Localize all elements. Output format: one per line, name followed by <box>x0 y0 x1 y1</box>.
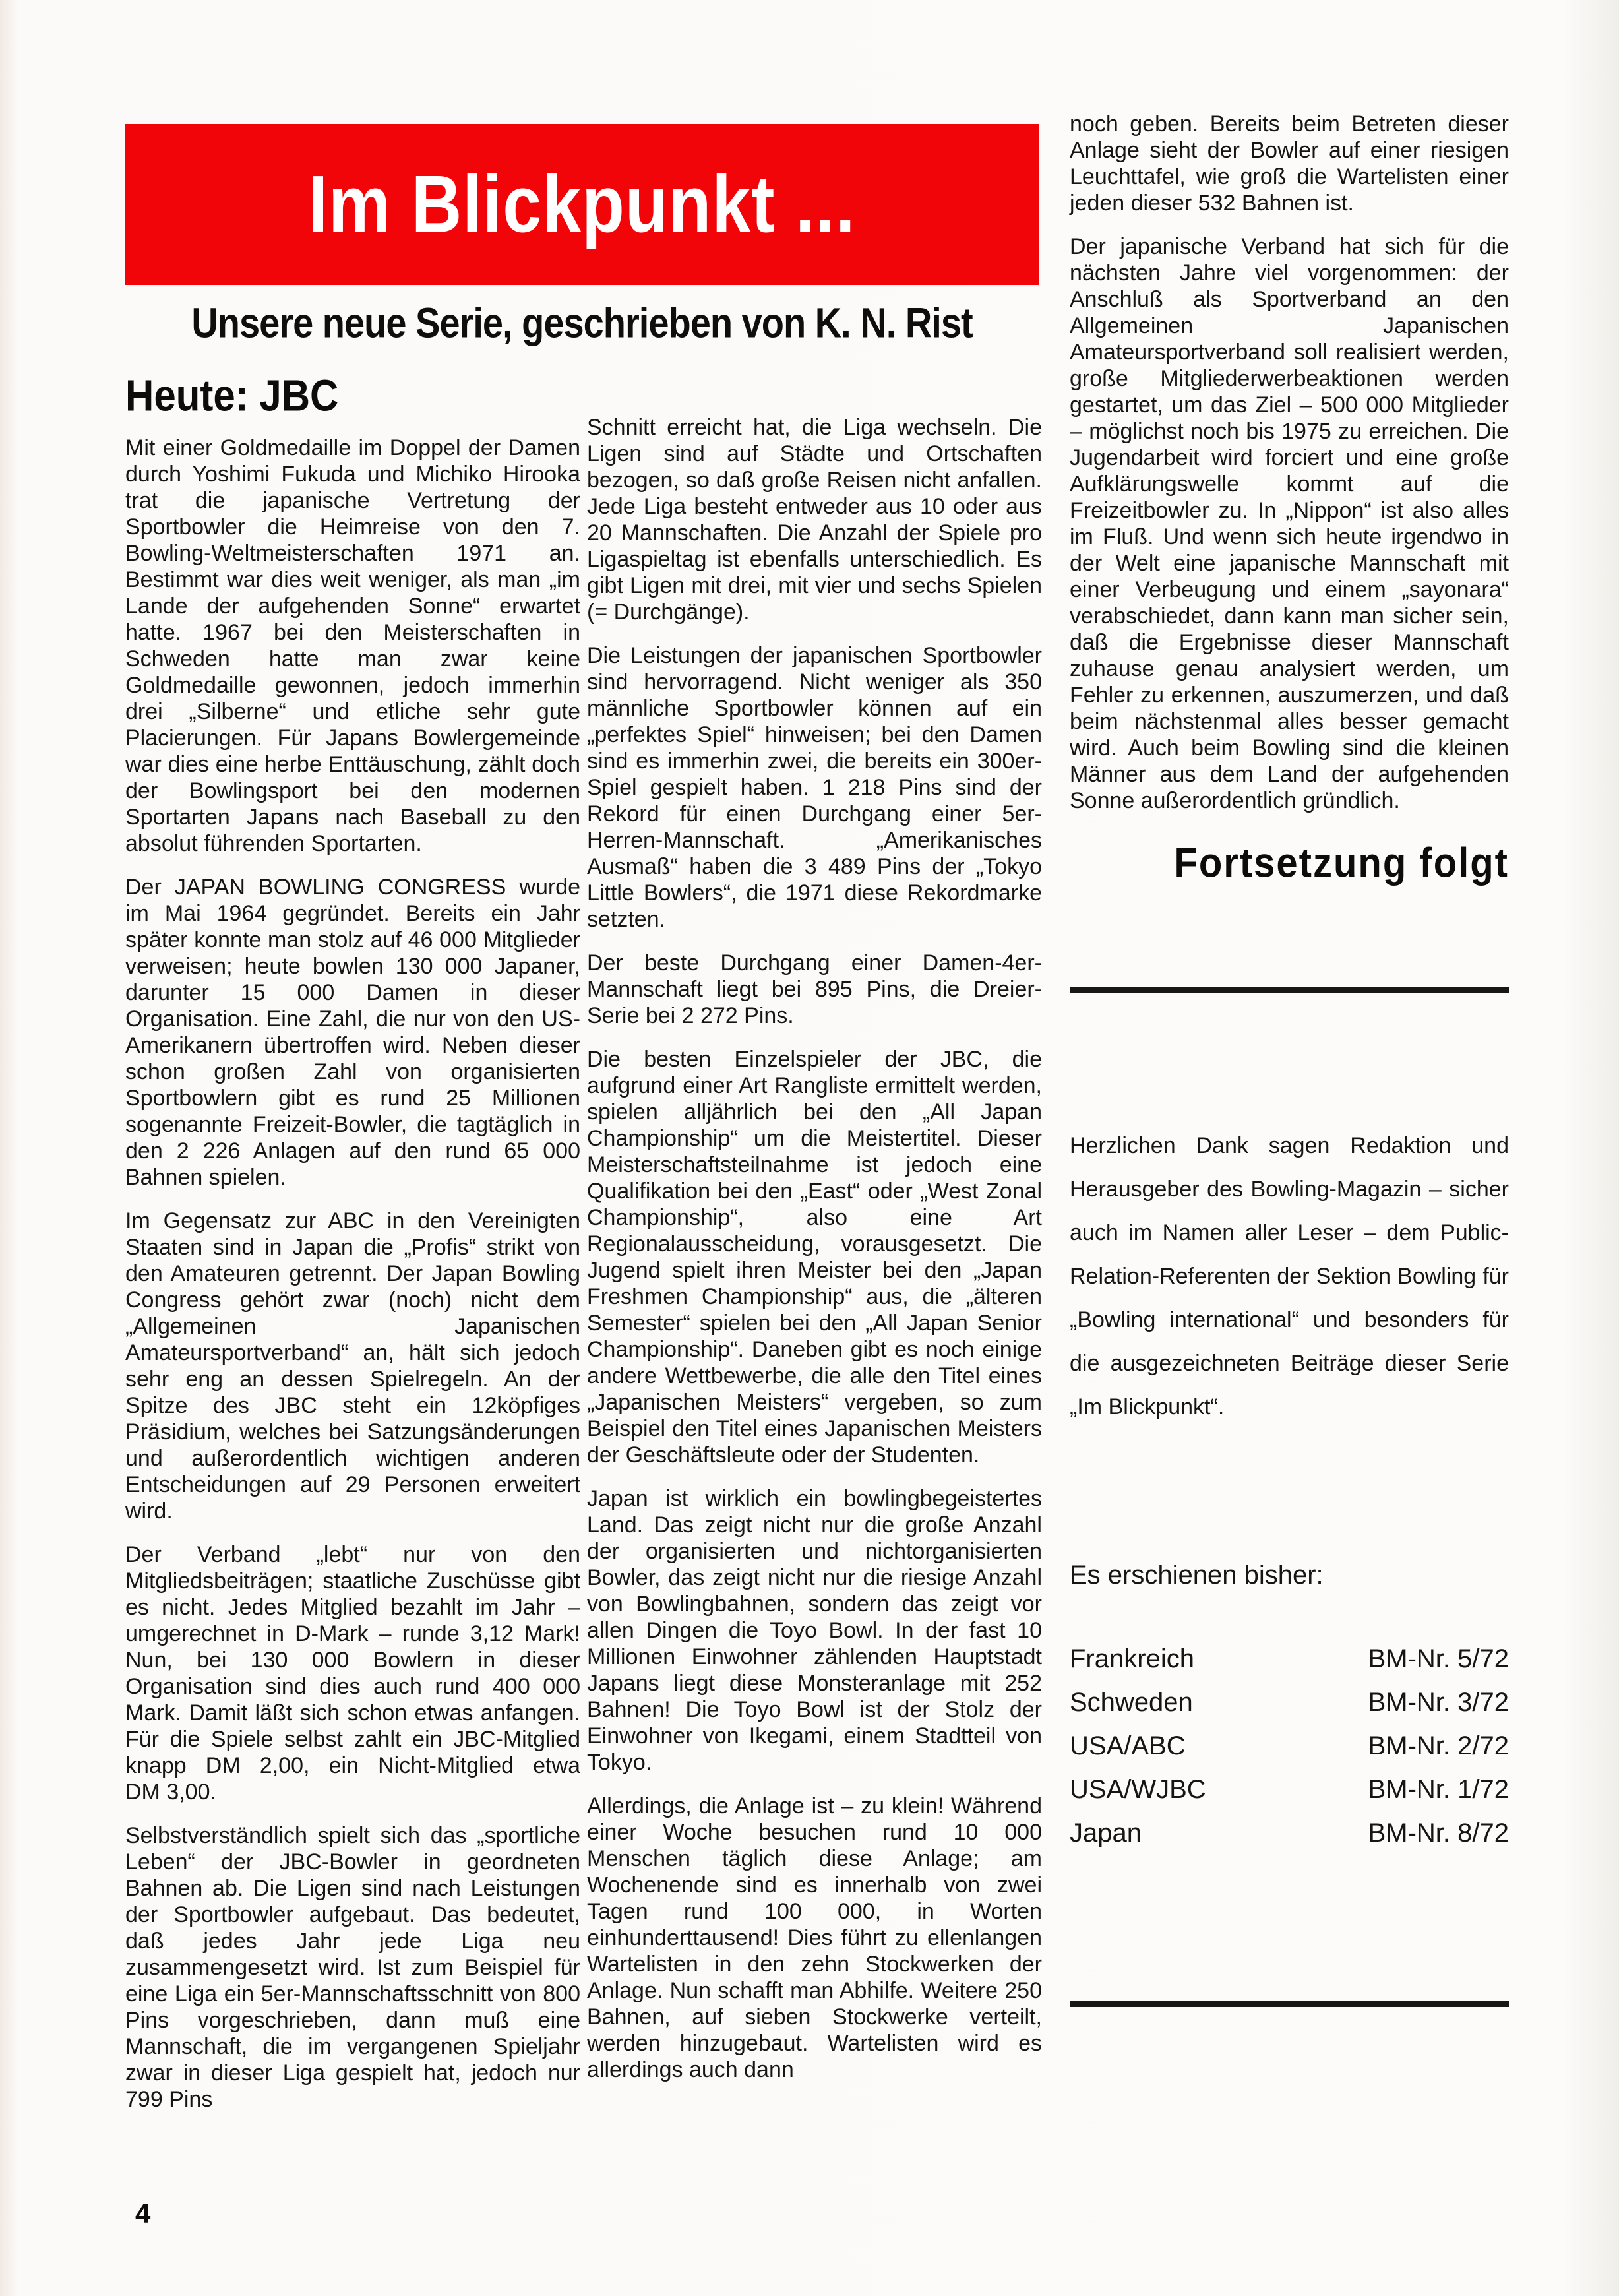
published-item <box>1070 1768 1509 1811</box>
column-right <box>1070 111 1509 2007</box>
country-label: Japan <box>1070 1818 1142 1847</box>
country-label: Schweden <box>1070 1688 1193 1717</box>
paragraph: Der Verband „lebt“ nur von den Mitgliedsbeiträgen; staatliche Zuschüsse gibt es nicht. Jedes Mitglied bezahlt im Jahr – umgerechnet in D-Mark – runde 3,12 Mark! Nun, bei 130 000 Bowlern in dieser Organisation sind dies auch rund 400 000 Mark. Damit läßt sich schon etwas anfangen. Für die Spiele selbst zahlt ein JBC-Mitglied knapp DM 2,00, ein Nicht-Mitglied etwa DM 3,00. <box>125 1542 580 1805</box>
published-list <box>1070 1637 1509 1855</box>
paragraph: Die Leistungen der japanischen Sportbowler sind hervorragend. Nicht weniger als 350 männliche Sportbowler können auf ein „perfektes Spiel“ hinweisen; bei den Damen sind es immerhin zwei, die bereits ein 300er-Spiel gespielt haben. 1 218 Pins sind der Rekord für einen Durchgang einer 5er-Herren-Mannschaft. „Amerikanisches Ausmaß“ haben die 3 489 Pins der „Tokyo Little Bowlers“, die 1971 diese Rekordmarke setzten. <box>587 643 1042 932</box>
banner <box>125 124 1039 285</box>
paragraph: noch geben. Bereits beim Betreten dieser Anlage sieht der Bowler auf einer riesigen Leuchttafel, wie groß die Wartelisten einer jeden dieser 532 Bahnen ist. <box>1070 111 1509 216</box>
paragraph: Selbstverständlich spielt sich das „sportliche Leben“ der JBC-Bowler in geordneten Bahnen ab. Die Ligen sind nach Leistungen der Sportbowler aufgebaut. Das bedeutet, daß jedes Jahr jede Liga neu zusammengesetzt wird. Ist zum Beispiel für eine Liga ein 5er-Mannschaftsschnitt von 800 Pins vorgeschrieben, dann muß eine Mannschaft, die im vergangenen Spieljahr zwar in dieser Liga gespielt hat, jedoch nur 799 Pins <box>125 1823 580 2112</box>
paragraph: Schnitt erreicht hat, die Liga wechseln. Die Ligen sind auf Städte und Ortschaften bezogen, so daß große Reisen nicht anfallen. Jede Liga besteht entweder aus 10 oder aus 20 Mannschaften. Die Anzahl der Spiele pro Ligaspieltag ist ebenfalls unterschiedlich. Es gibt Ligen mit drei, mit vier und sechs Spielen (= Durchgänge). <box>587 415 1042 625</box>
country-label: Frankreich <box>1070 1644 1194 1673</box>
divider-rule-top <box>1070 987 1509 993</box>
country-label: USA/WJBC <box>1070 1775 1206 1804</box>
article-heading: Heute: JBC <box>125 371 339 421</box>
paragraph: Die besten Einzelspieler der JBC, die aufgrund einer Art Rangliste ermittelt werden, spielen alljährlich bei den „All Japan Championship“ um die Meistertitel. Dieser Meisterschaftsteilnahme ist jedoch eine Qualifikation bei den „East“ oder „West Zonal Championship“, also eine Art Regionalausscheidung, vorausgesetzt. Die Jugend spielt ihren Meister bei den „Japan Freshmen Championship“ aus, die „älteren Semester“ spielen bei den „All Japan Senior Championship“. Daneben gibt es noch einige andere Wettbewerbe, die alle den Titel eines „Japanischen Meisters“ vergeben, so zum Beispiel den Titel eines Japanischen Meisters der Geschäftsleute oder der Studenten. <box>587 1047 1042 1468</box>
divider-rule-bottom <box>1070 2001 1509 2007</box>
banner-title: Im Blickpunkt ... <box>308 158 856 249</box>
published-item <box>1070 1811 1509 1855</box>
paragraph: Im Gegensatz zur ABC in den Vereinigten Staaten sind in Japan die „Profis“ strikt von den Amateuren getrennt. Der Japan Bowling Congress gehört zwar (noch) nicht dem „Allgemeinen Japanischen Amateursportverband“ an, hält sich jedoch sehr eng an dessen Spielregeln. An der Spitze des JBC steht ein 12köpfiges Präsidium, welches bei Satzungsänderungen und außerordentlich wichtigen anderen Entscheidungen auf 29 Personen erweitert wird. <box>125 1208 580 1524</box>
continuation-note: Fortsetzung folgt <box>1174 840 1509 886</box>
acknowledgement: Herzlichen Dank sagen Redaktion und Herausgeber des Bowling-Magazin – sicher auch im Namen aller Leser – dem Public-Relation-Referenten der Sektion Bowling für „Bowling international“ und besonders für die ausgezeichneten Beiträge dieser Serie „Im Blickpunkt“. <box>1070 1133 1509 1419</box>
published-item <box>1070 1724 1509 1768</box>
column-left <box>125 371 580 2130</box>
issue-label: BM-Nr. 1/72 <box>1368 1775 1509 1804</box>
series-subtitle: Unsere neue Serie, geschrieben von K. N. Rist <box>191 299 973 346</box>
page-number: 4 <box>135 2198 151 2229</box>
issue-label: BM-Nr. 3/72 <box>1368 1688 1509 1717</box>
paragraph: Der japanische Verband hat sich für die nächsten Jahre viel vorgenommen: der Anschluß als Sportverband an den Allgemeinen Japanischen Amateursportverband soll realisiert werden, große Mitgliederwerbeaktionen werden gestartet, um das Ziel – 500 000 Mitglieder – möglichst noch bis 1975 zu erreichen. Die Jugendarbeit wird forciert und eine große Aufklärungswelle kommt auf die Freizeitbowler zu. In „Nippon“ ist also alles im Fluß. Und wenn sich heute irgendwo in der Welt eine japanische Mannschaft mit einer Verbeugung und einem „sayonara“ verabschiedet, dann kann man sicher sein, daß die Ergebnisse dieser Mannschaft zuhause genau analysiert werden, um Fehler zu erkennen, auszumerzen, und daß beim nächstenmal alles besser gemacht wird. Auch beim Bowling sind die kleinen Männer aus dem Land der aufgehenden Sonne außerordentlich gründlich. <box>1070 234 1509 813</box>
column-middle <box>587 414 1042 2100</box>
published-item <box>1070 1681 1509 1724</box>
published-item <box>1070 1637 1509 1681</box>
country-label: USA/ABC <box>1070 1731 1186 1760</box>
issue-label: BM-Nr. 8/72 <box>1368 1818 1509 1847</box>
paragraph: Allerdings, die Anlage ist – zu klein! Während einer Woche besuchen rund 10 000 Menschen täglich diese Anlage; am Wochenende sind es innerhalb von zwei Tagen rund 100 000, in Worten einhunderttausend! Dies führt zu ellenlangen Wartelisten in den zehn Stockwerken der Anlage. Nun schafft man Abhilfe. Weitere 250 Bahnen, auf sieben Stockwerke verteilt, werden hinzugebaut. Wartelisten wird es allerdings auch dann <box>587 1793 1042 2082</box>
issue-label: BM-Nr. 5/72 <box>1368 1644 1509 1673</box>
issue-label: BM-Nr. 2/72 <box>1368 1731 1509 1760</box>
published-list-heading: Es erschienen bisher: <box>1070 1561 1324 1590</box>
paragraph: Japan ist wirklich ein bowlingbegeistertes Land. Das zeigt nicht nur die große Anzahl der organisierten und nichtorganisierten Bowler, das zeigt nicht nur die riesige Anzahl von Bowlingbahnen, sondern das zeigt vor allen Dingen die Toyo Bowl. In der fast 10 Millionen Einwohner zählenden Hauptstadt Japans liegt diese Monsteranlage mit 252 Bahnen! Die Toyo Bowl ist der Stolz der Einwohner von Ikegami, einem Stadtteil von Tokyo. <box>587 1486 1042 1775</box>
paragraph: Der JAPAN BOWLING CONGRESS wurde im Mai 1964 gegründet. Bereits ein Jahr später konnte man stolz auf 46 000 Mitglieder verweisen; heute bowlen 130 000 Japaner, darunter 15 000 Damen in dieser Organisation. Eine Zahl, die nur von den US-Amerikanern übertroffen wird. Neben dieser schon großen Zahl von organisierten Sportbowlern gibt es rund 25 Millionen sogenannte Freizeit-Bowler, die tagtäglich in den 2 226 Anlagen auf den rund 65 000 Bahnen spielen. <box>125 875 580 1190</box>
paragraph: Mit einer Goldmedaille im Doppel der Damen durch Yoshimi Fukuda und Michiko Hirooka trat die japanische Vertretung der Sportbowler die Heimreise von den 7. Bowling-Weltmeisterschaften 1971 an. Bestimmt war dies weit weniger, als man „im Lande der aufgehenden Sonne“ erwartet hatte. 1967 bei den Meisterschaften in Schweden hatte man zwar keine Goldmedaille gewonnen, jedoch immerhin drei „Silberne“ und etliche sehr gute Placierungen. Für Japans Bowlergemeinde war dies eine herbe Enttäuschung, zählt doch der Bowlingsport bei den modernen Sportarten Japans nach Baseball zu den absolut führenden Sportarten. <box>125 435 580 856</box>
paragraph: Der beste Durchgang einer Damen-4er-Mannschaft liegt bei 895 Pins, die Dreier-Serie bei 2 272 Pins. <box>587 950 1042 1028</box>
